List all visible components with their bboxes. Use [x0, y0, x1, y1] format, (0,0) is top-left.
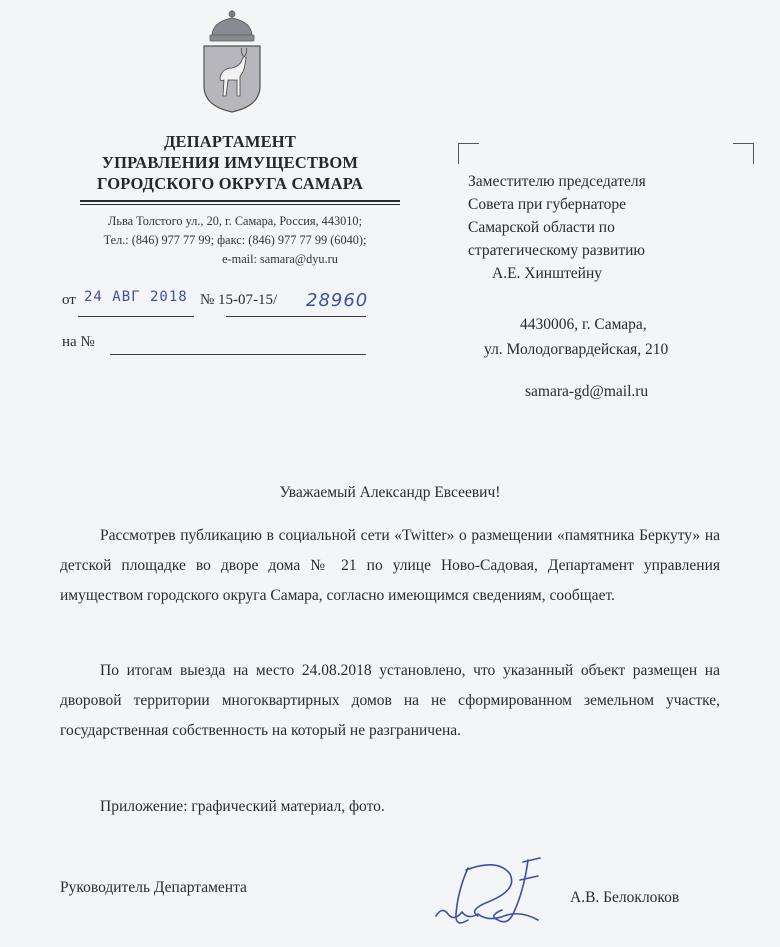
department-contacts [70, 212, 400, 269]
date-underline [78, 316, 194, 317]
addressee-line3: Самарской области по [468, 219, 615, 236]
corner-bracket-right [733, 143, 754, 164]
date-stamp: 24 АВГ 2018 [84, 289, 188, 305]
addressee-line4: стратегическому развитию [468, 242, 645, 259]
paragraph-2 [60, 656, 720, 746]
department-name-line1: ДЕПАРТАМЕНТ [163, 132, 297, 151]
header-rule-thick [80, 200, 400, 202]
department-name-line3: ГОРОДСКОГО ОКРУГА САМАРА [96, 174, 364, 193]
number-underline [226, 316, 366, 317]
greeting: Уважаемый Александр Евсеевич! [279, 484, 501, 501]
paragraph-3-text: Приложение: графический материал, фото. [100, 798, 385, 815]
addressee-line2: Совета при губернаторе [468, 196, 627, 213]
paragraph-3 [60, 792, 720, 822]
addressee-email: samara-gd@mail.ru [525, 383, 649, 400]
addressee-block [468, 170, 748, 285]
signatory-role: Руководитель Департамента [60, 879, 247, 896]
addressee-name: А.Е. Хинштейну [492, 265, 602, 282]
in-reply-label: на № [62, 334, 95, 350]
department-phones: Тел.: (846) 977 77 99; факс: (846) 977 77 99 (6040); [103, 233, 367, 247]
paragraph-1 [60, 521, 720, 611]
header-rule-thin [80, 204, 400, 205]
in-reply-underline [110, 354, 366, 355]
paragraph-1-text: Рассмотрев публикацию в социальной сети «Twitter» о размещении «памятника Беркуту» на детской площадке во дворе дома № 21 по улице Ново-Садовая, Департамент управления имуществом городского округа Самара, согласно имеющимся сведениям, сообщает. [60, 527, 720, 604]
signatory-name: А.В. Белоклоков [570, 889, 680, 906]
addressee-line1: Заместителю председателя [468, 173, 646, 190]
department-email: e-mail: samara@dyu.ru [222, 252, 338, 266]
outgoing-number-handwritten: 28960 [306, 290, 369, 311]
addressee-address-line2: ул. Молодогвардейская, 210 [484, 341, 669, 358]
from-label: от [62, 292, 76, 308]
corner-bracket-left [458, 143, 479, 164]
addressee-address [468, 312, 758, 362]
handwritten-signature-icon [428, 850, 568, 940]
addressee-address-line1: 4430006, г. Самара, [520, 316, 647, 333]
department-header [60, 131, 400, 194]
department-address: Льва Толстого ул., 20, г. Самара, Россия, 443010; [108, 214, 362, 228]
department-name-line2: УПРАВЛЕНИЯ ИМУЩЕСТВОМ [101, 153, 359, 172]
paragraph-2-text: По итогам выезда на место 24.08.2018 установлено, что указанный объект размещен на дворовой территории многоквартирных домов на не сформированном земельном участке, государственная собственность на который не разграничена. [60, 662, 720, 739]
samara-coat-of-arms-icon [196, 6, 268, 114]
outgoing-number-label: № 15-07-15/ [200, 292, 278, 308]
